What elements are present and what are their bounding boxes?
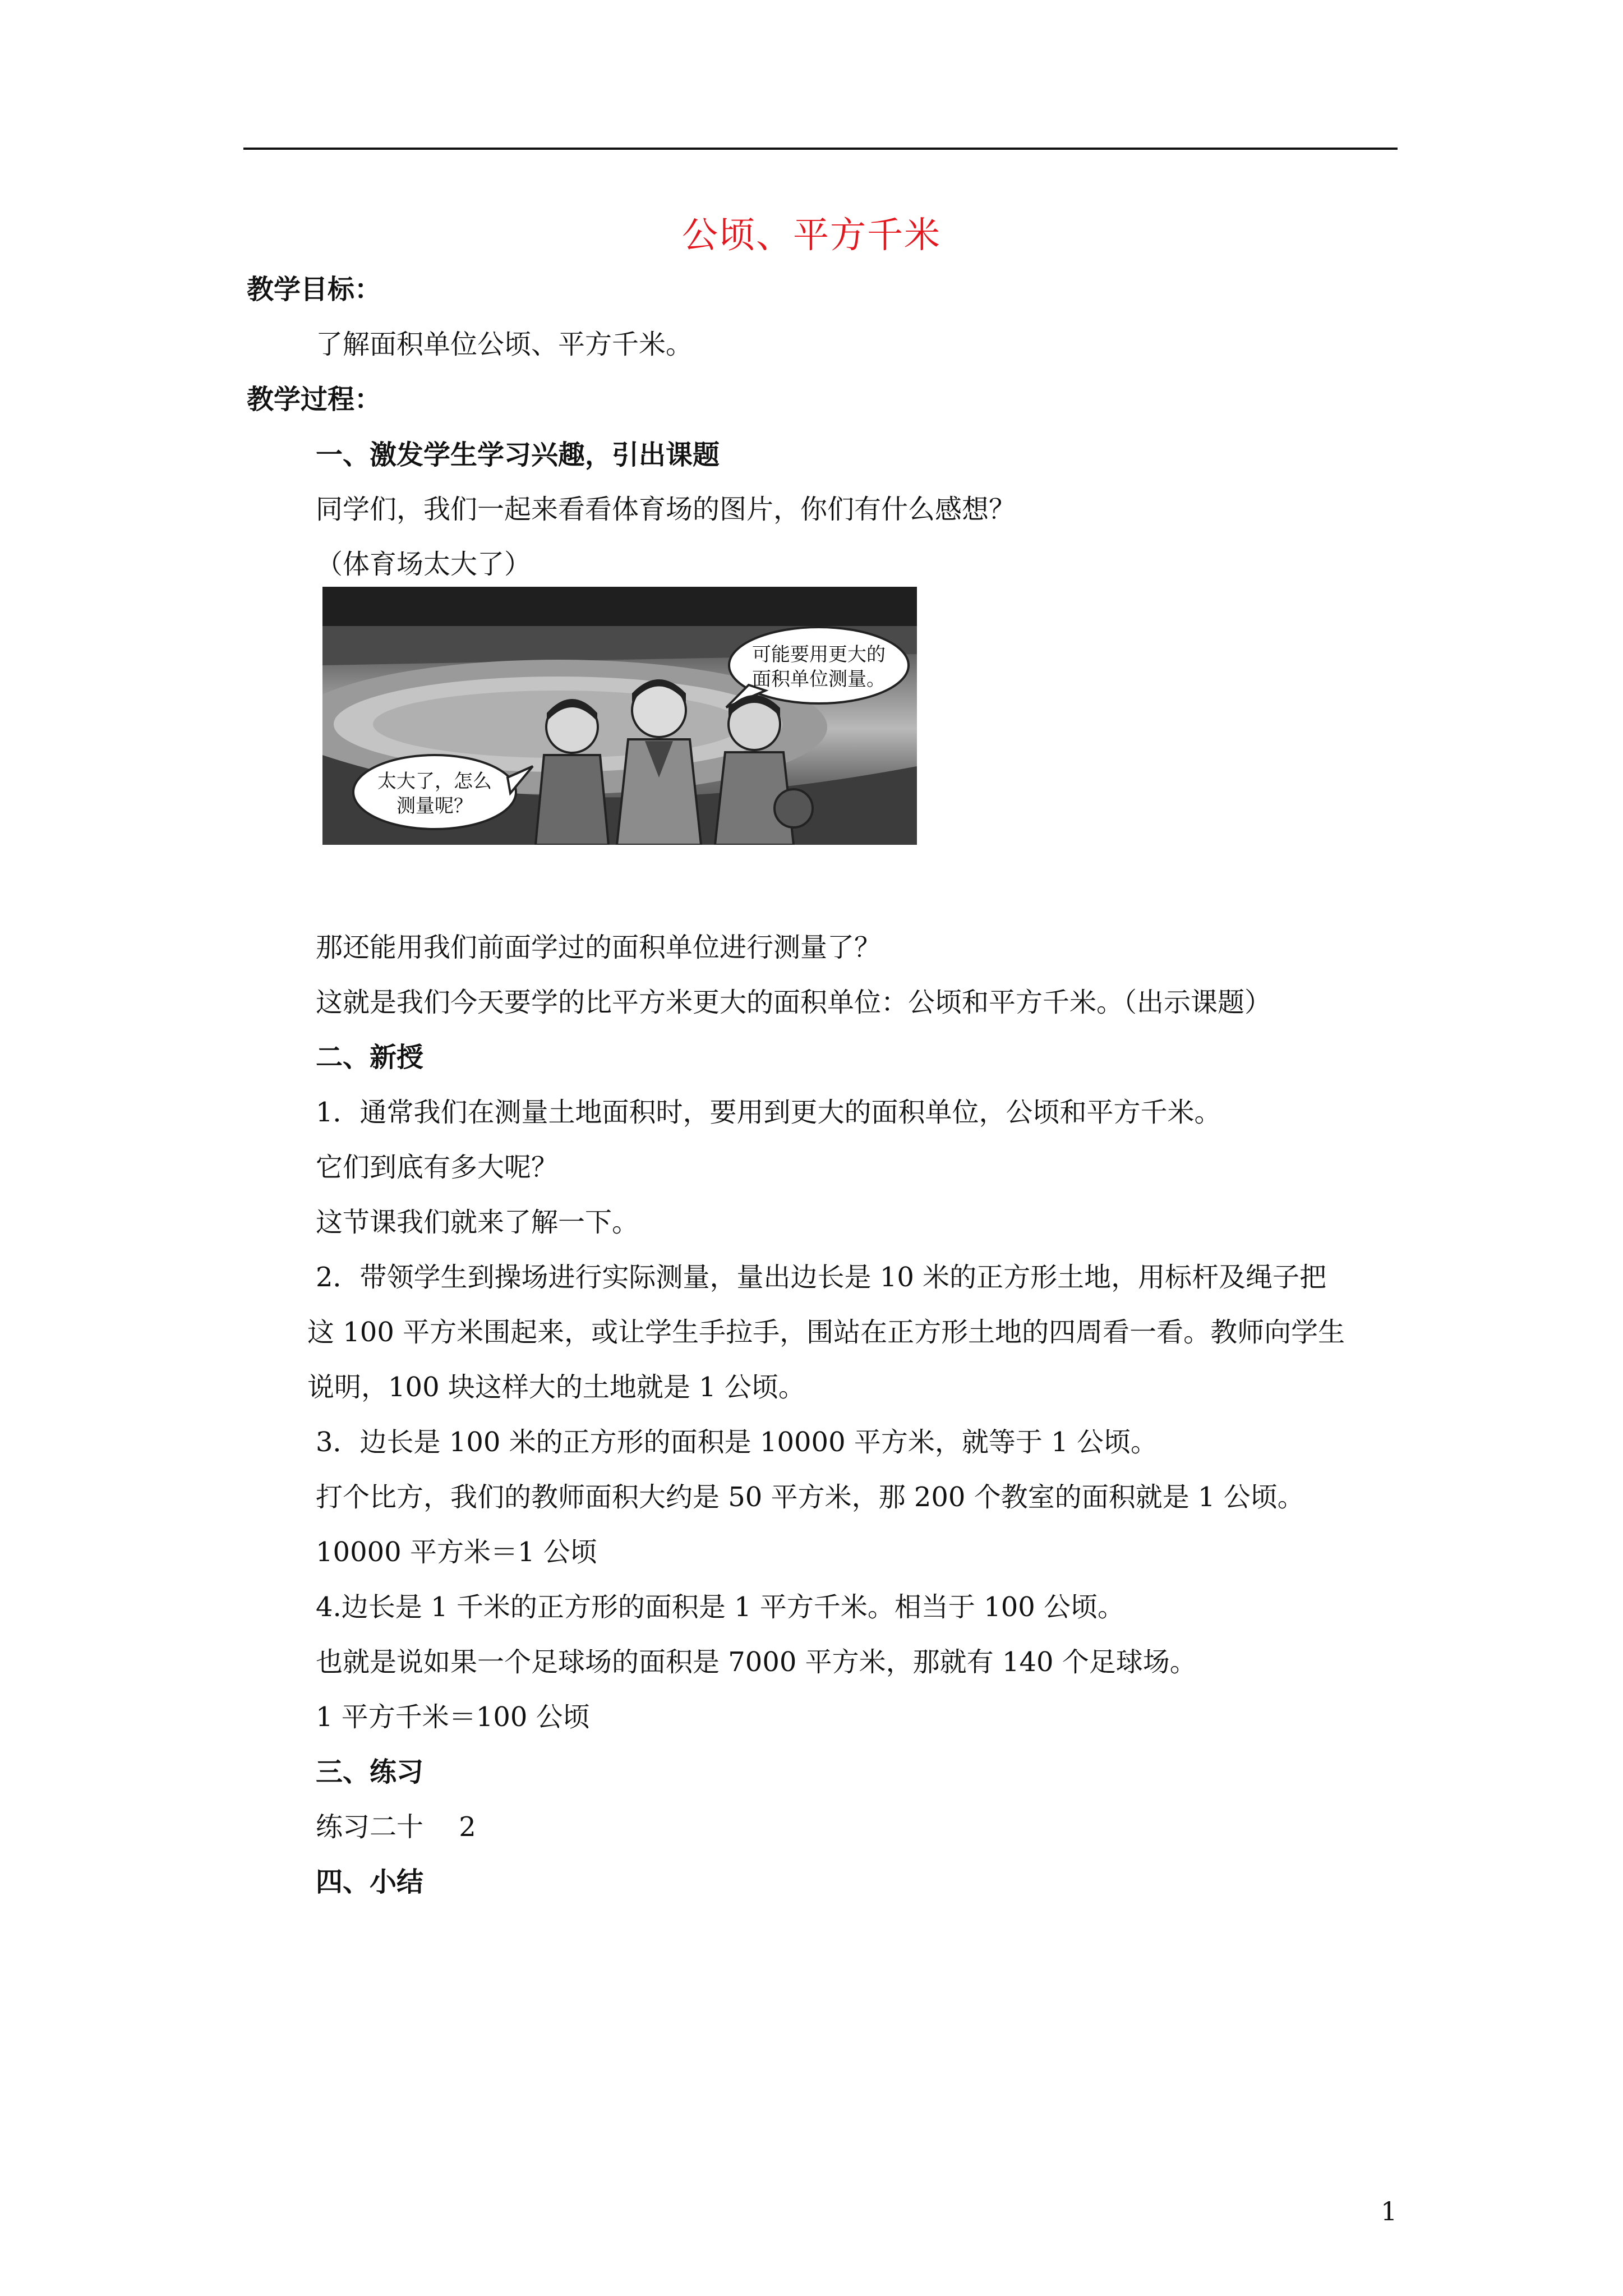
section-1-heading: 一、激发学生学习兴趣，引出课题: [316, 439, 720, 471]
bubble-right-line1: 可能要用更大的: [752, 643, 886, 666]
section-2-paragraph: 也就是说如果一个足球场的面积是 7000 平方米，那就有 140 个足球场。: [316, 1646, 1197, 1678]
section-1-paragraph: 那还能用我们前面学过的面积单位进行测量了？: [316, 932, 882, 963]
section-2-paragraph: 2．带领学生到操场进行实际测量，量出边长是 10 米的正方形土地，用标杆及绳子把: [316, 1262, 1327, 1293]
section-2-paragraph: 3．边长是 100 米的正方形的面积是 10000 平方米，就等于 1 公顷。: [316, 1427, 1158, 1458]
bubble-left-line2: 测量呢？: [396, 795, 473, 817]
goal-heading: 教学目标：: [247, 274, 382, 305]
process-heading: 教学过程：: [247, 384, 382, 415]
document-title: 公顷、平方千米: [682, 215, 941, 256]
section-1-paragraph: 这就是我们今天要学的比平方米更大的面积单位：公顷和平方千米。（出示课题）: [316, 987, 1272, 1018]
section-2-paragraph: 说明，100 块这样大的土地就是 1 公顷。: [307, 1372, 805, 1403]
section-4-heading: 四、小结: [316, 1866, 424, 1898]
section-1-paragraph: （体育场太大了）: [316, 549, 532, 580]
page-number: 1: [1381, 2196, 1398, 2226]
child-figure: [536, 699, 608, 845]
stadium-illustration: [322, 587, 917, 845]
section-2-paragraph: 这节课我们就来了解一下。: [316, 1207, 639, 1238]
section-2-paragraph: 这 100 平方米围起来，或让学生手拉手，围站在正方形土地的四周看一看。教师向学生: [307, 1317, 1345, 1348]
section-3-heading: 三、练习: [316, 1756, 424, 1788]
section-2-paragraph: 10000 平方米＝1 公顷: [316, 1536, 597, 1568]
section-2-heading: 二、新授: [316, 1042, 424, 1073]
bubble-right-line2: 面积单位测量。: [752, 668, 886, 691]
section-2-paragraph: 它们到底有多大呢？: [316, 1152, 559, 1183]
section-1-paragraph: 同学们，我们一起来看看体育场的图片，你们有什么感想？: [316, 494, 1016, 525]
bubble-left-line1: 太大了，怎么: [377, 770, 492, 793]
section-3-paragraph: 练习二十 2: [316, 1811, 476, 1843]
section-2-paragraph: 打个比方，我们的教师面积大约是 50 平方米，那 200 个教室的面积就是 1 公顷。: [316, 1481, 1304, 1513]
section-2-paragraph: 4.边长是 1 千米的正方形的面积是 1 平方千米。相当于 100 公顷。: [316, 1591, 1125, 1623]
section-2-paragraph: 1．通常我们在测量土地面积时，要用到更大的面积单位，公顷和平方千米。: [316, 1097, 1221, 1128]
header-rule: [243, 148, 1398, 150]
section-2-paragraph: 1 平方千米＝100 公顷: [316, 1701, 590, 1733]
goal-text: 了解面积单位公顷、平方千米。: [316, 329, 693, 360]
